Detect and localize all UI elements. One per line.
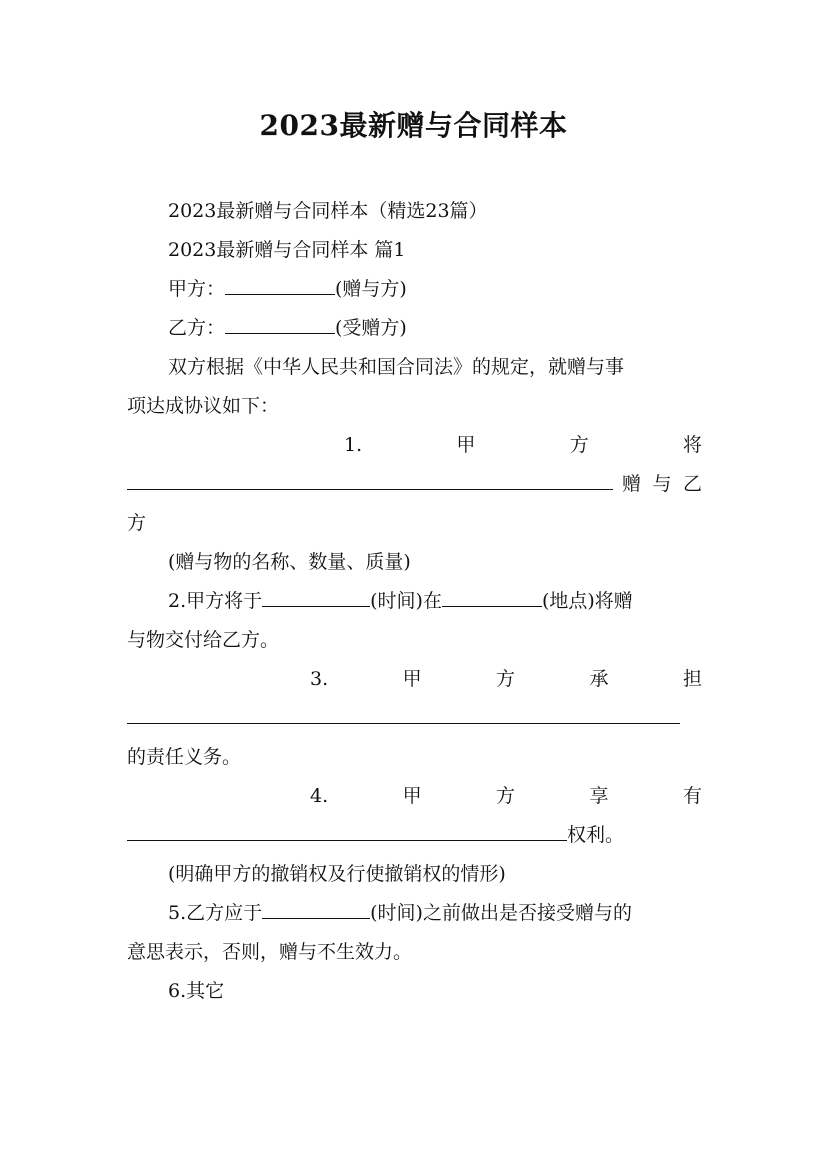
party-a-suffix: (赠与方) [335, 278, 407, 300]
intro-line-2: 项达成协议如下： [127, 395, 280, 417]
clause3-word: 甲 [402, 668, 422, 690]
clause3-number: 3. [310, 668, 329, 690]
clause2-time-blank [262, 588, 370, 607]
clause1-note: (赠与物的名称、数量、质量) [168, 551, 411, 573]
clause5-line [168, 900, 702, 926]
clause2-line [168, 588, 702, 614]
clause1-tail-word: 赠 [622, 473, 642, 495]
clause1-tail [622, 471, 702, 497]
clause1-continuation: 方 [127, 512, 147, 534]
intro-line-1: 双方根据《中华人民共和国合同法》的规定，就赠与事 [168, 356, 625, 378]
clause1-word: 将 [682, 434, 702, 456]
clause3-header [310, 666, 702, 692]
clause4-word: 甲 [402, 785, 422, 807]
clause4-note: (明确甲方的撤销权及行使撤销权的情形) [168, 863, 506, 885]
party-b-label: 乙方： [168, 317, 226, 339]
clause3-word: 担 [682, 668, 702, 690]
clause5-suffix: (时间)之前做出是否接受赠与的 [370, 902, 632, 924]
clause4-word: 方 [496, 785, 516, 807]
clause3-word: 方 [496, 668, 516, 690]
clause1-word: 甲 [456, 434, 476, 456]
clause1-number: 1. [344, 434, 363, 456]
clause4-word: 享 [589, 785, 609, 807]
party-a-blank [225, 276, 335, 295]
subtitle: 2023最新赠与合同样本（精选23篇） [168, 200, 488, 222]
clause2-prefix: 2.甲方将于 [168, 590, 263, 612]
clause2-place-blank [442, 588, 542, 607]
clause3-continuation: 的责任义务。 [127, 746, 242, 768]
clause1-tail-word: 乙 [682, 473, 702, 495]
clause2-continuation: 与物交付给乙方。 [127, 629, 280, 651]
clause3-blank [127, 723, 680, 724]
clause1-tail-word: 与 [652, 473, 672, 495]
clause4-header [310, 783, 702, 809]
clause3-word: 承 [589, 668, 609, 690]
clause5-continuation: 意思表示，否则，赠与不生效力。 [127, 941, 413, 963]
clause4-number: 4. [310, 785, 329, 807]
document-title: 2023最新赠与合同样本 [259, 109, 568, 142]
clause2-time: (时间)在 [370, 590, 442, 612]
clause4-word: 有 [682, 785, 702, 807]
clause4-right-line [127, 822, 702, 848]
clause4-tail: 权利。 [567, 824, 625, 846]
party-b-line [168, 315, 702, 341]
clause2-place: (地点)将赠 [541, 590, 633, 612]
party-b-blank [225, 315, 335, 334]
clause5-prefix: 5.乙方应于 [168, 902, 263, 924]
clause6-line: 6.其它 [168, 980, 225, 1002]
section-heading: 2023最新赠与合同样本 篇1 [168, 239, 406, 261]
clause5-time-blank [262, 900, 370, 919]
party-b-suffix: (受赠方) [335, 317, 407, 339]
party-a-line [168, 276, 702, 302]
clause1-header [344, 432, 702, 458]
clause4-blank [127, 822, 567, 841]
party-a-label: 甲方： [168, 278, 226, 300]
clause1-blank [127, 489, 613, 490]
clause1-word: 方 [569, 434, 589, 456]
